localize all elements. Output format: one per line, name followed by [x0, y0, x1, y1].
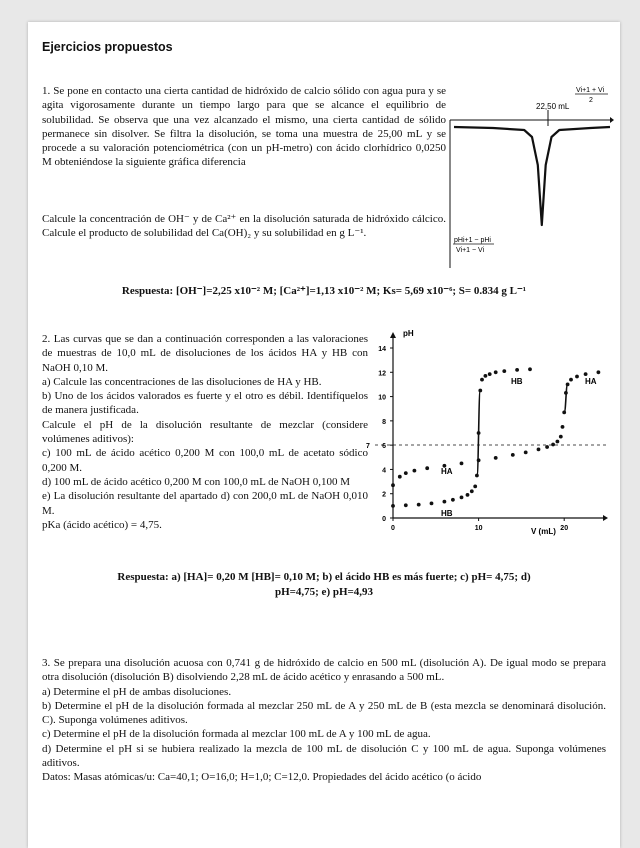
- exercise-2-line-0: 2. Las curvas que se dan a continuación corresponden a las valoraciones de muestras de 10,0 mL de disoluciones de los ácidos HA y HB con NaOH 0,10 M.: [42, 333, 368, 374]
- hb-point-18: [515, 368, 519, 372]
- exercise-2-answer-line-2: pH=4,75; e) pH=4,93: [274, 585, 374, 598]
- ha-point-16: [561, 425, 565, 429]
- exercise-1-paragraph-2: Calcule la concentración de OH⁻ y de Ca²⁺ en la disolución saturada de hidróxido cálcico. Calcule el producto de solubilidad del Ca(OH)₂ y su solubilidad en g L⁻¹.: [42, 213, 446, 240]
- y-tick-label-0: 0: [382, 516, 386, 523]
- exercise-1-answer: Respuesta: [OH⁻]=2,25 x10⁻² M; [Ca²⁺]=1,13 x10⁻² M; Ks= 5,69 x10⁻⁶; S= 0.834 g L⁻¹: [121, 285, 527, 297]
- exercise-1-statement: [42, 84, 446, 170]
- y-tick-label-12: 12: [378, 370, 386, 378]
- exercise-3-line-4: d) Determine el pH si se hubiera realizado la mezcla de 100 mL de disolución C y 100 mL de agua. Suponga volúmenes aditivos.: [42, 742, 606, 770]
- ha-point-0: [391, 483, 395, 487]
- x-tick-label-0: 0: [391, 525, 395, 532]
- ha-point-22: [584, 372, 588, 376]
- ha-points: [391, 370, 600, 487]
- hb-point-7: [466, 493, 470, 497]
- exercise-3-line-2: b) Determine el pH de la disolución formada al mezclar 250 mL de A y 250 mL de B (esta mezcla se denominará disolución. C). Suponga volúmenes aditivos.: [42, 699, 606, 727]
- y-tick-label-14: 14: [378, 346, 386, 353]
- annotation-hb-top: HB: [511, 377, 523, 386]
- hb-point-19: [528, 367, 532, 371]
- ha-point-15: [559, 435, 563, 439]
- ha-point-2: [404, 471, 408, 475]
- ha-point-18: [564, 391, 568, 395]
- exercise-3-line-0: 3. Se prepara una disolución acuosa con 0,741 g de hidróxido de calcio en 500 mL (disolución A). De igual modo se prepara otra disolución (disolución B) disolviendo 2,28 mL de ácido acético y enrasando a 500 mL.: [42, 657, 606, 684]
- hb-point-12: [478, 389, 482, 393]
- exercise-2-line-7: pKa (ácido acético) = 4,75.: [42, 518, 162, 531]
- hb-point-6: [460, 496, 464, 500]
- ha-point-7: [477, 458, 481, 462]
- ha-point-14: [556, 440, 560, 444]
- x-tick-label-20: 20: [560, 525, 569, 532]
- ha-point-6: [460, 462, 464, 466]
- y-tick-label-4: 4: [382, 467, 386, 475]
- ha-point-8: [494, 456, 498, 460]
- hb-point-4: [443, 500, 447, 504]
- y-tick-label-2: 2: [382, 491, 386, 499]
- exercise-3-line-5: Datos: Masas atómicas/u: Ca=40,1; O=16,0; H=1,0; C=12,0. Propiedades del ácido acético (o ácido: [42, 771, 482, 784]
- y-tick-label-8: 8: [382, 418, 386, 426]
- titration-y-label: pH: [403, 329, 414, 338]
- derivative-y-label-top: pHi+1 − pHi: [454, 237, 491, 244]
- hb-points: [391, 367, 532, 507]
- hb-point-10: [475, 474, 479, 478]
- exercise-1-paragraph-1: 1. Se pone en contacto una cierta cantidad de hidróxido de calcio sólido con agua pura y se agita vigorosamente durante un tiempo largo para que se alcance el equilibrio de solubilidad. Se observa que una vez alcanzado el mismo, una cierta cantidad de sólido permanece sin disolver. Se filtra la disolución, se toma una muestra de 25,00 mL y se procede a su valoración potenciométrica (con un pH-metro) con ácido clorhídrico 0,0250 M obteniéndose la siguiente gráfica diferencia: [42, 85, 446, 169]
- exercise-2-line-5: d) 100 mL de ácido acético 0,200 M con 100,0 mL de NaOH 0,100 M: [42, 475, 351, 488]
- tick-label-pH-7: 7: [366, 443, 370, 450]
- hb-point-8: [470, 489, 474, 493]
- exercise-3-line-3: c) Determine el pH de la disolución formada al mezclar 100 mL de A y 100 mL de agua.: [42, 728, 431, 741]
- derivative-x-arrow: [610, 117, 614, 123]
- exercise-2-answer-line-1: Respuesta: a) [HA]= 0,20 M [HB]= 0,10 M; b) el ácido HB es más fuerte; c) pH= 4,75; d): [117, 571, 531, 583]
- ha-point-4: [425, 466, 429, 470]
- titration-y-ticks: [378, 346, 393, 523]
- hb-point-0: [391, 504, 395, 508]
- hb-point-1: [404, 503, 408, 507]
- exercise-3-statement: [42, 656, 606, 785]
- ha-point-11: [537, 448, 541, 452]
- titration-x-arrow: [603, 515, 608, 521]
- hb-point-17: [502, 369, 506, 373]
- hb-point-2: [417, 503, 421, 507]
- derivative-y-label-bottom: Vi+1 − Vi: [456, 247, 485, 254]
- derivative-x-label-top: Vi+1 + Vi: [576, 87, 605, 94]
- exercise-2-line-4: c) 100 mL de ácido acético 0,200 M con 100,0 mL de acetato sódico 0,200 M.: [42, 447, 368, 474]
- exercise-2-answer: [42, 570, 606, 599]
- exercise-2-line-1: a) Calcule las concentraciones de las disoluciones de HA y HB.: [42, 375, 322, 388]
- hb-point-13: [480, 378, 484, 382]
- titration-chart: [363, 324, 615, 546]
- derivative-curve: [454, 127, 610, 225]
- annotation-ha-mid: HA: [441, 467, 453, 476]
- annotation-hb-low: HB: [441, 509, 453, 518]
- ha-point-19: [566, 383, 570, 387]
- titration-x-label: V (mL): [531, 527, 556, 536]
- ha-point-9: [511, 453, 515, 457]
- document-page: [28, 22, 620, 848]
- exercise-2-line-6: e) La disolución resultante del apartado d) con 200,0 mL de NaOH 0,010 M.: [42, 490, 368, 517]
- ha-point-13: [551, 443, 555, 447]
- ha-point-12: [545, 445, 549, 449]
- titration-y-arrow: [390, 332, 396, 338]
- ha-point-23: [597, 370, 601, 374]
- hb-point-14: [484, 374, 488, 378]
- exercise-1-question: [42, 212, 446, 241]
- exercise-3-line-1: a) Determine el pH de ambas disoluciones.: [42, 685, 232, 698]
- hb-point-15: [488, 372, 492, 376]
- ha-point-17: [562, 411, 566, 415]
- ha-point-20: [569, 378, 573, 382]
- ha-point-10: [524, 451, 528, 455]
- ha-curve: [564, 384, 567, 412]
- hb-point-5: [451, 498, 455, 502]
- exercise-2-statement: [42, 332, 368, 532]
- ha-point-1: [398, 475, 402, 479]
- page-title: Ejercicios propuestos: [42, 40, 173, 54]
- derivative-chart: [448, 82, 614, 272]
- exercise-2-line-2: b) Uno de los ácidos valorados es fuerte y el otro es débil. Identifíquelos de manera justificada.: [42, 390, 368, 417]
- hb-point-11: [477, 431, 481, 435]
- hb-point-9: [473, 485, 477, 489]
- y-tick-label-10: 10: [378, 394, 386, 402]
- derivative-peak-label: 22,50 mL: [536, 102, 570, 111]
- x-tick-label-10: 10: [474, 525, 483, 532]
- derivative-x-label-bottom: 2: [589, 97, 593, 104]
- hb-point-16: [494, 370, 498, 374]
- y-tick-label-6: 6: [382, 443, 386, 451]
- ha-point-3: [413, 469, 417, 473]
- annotation-ha-top: HA: [585, 377, 597, 386]
- exercise-2-line-3: Calcule el pH de la disolución resultante de mezclar (considere volúmenes aditivos):: [42, 418, 368, 446]
- ha-point-21: [575, 375, 579, 379]
- hb-point-3: [430, 502, 434, 506]
